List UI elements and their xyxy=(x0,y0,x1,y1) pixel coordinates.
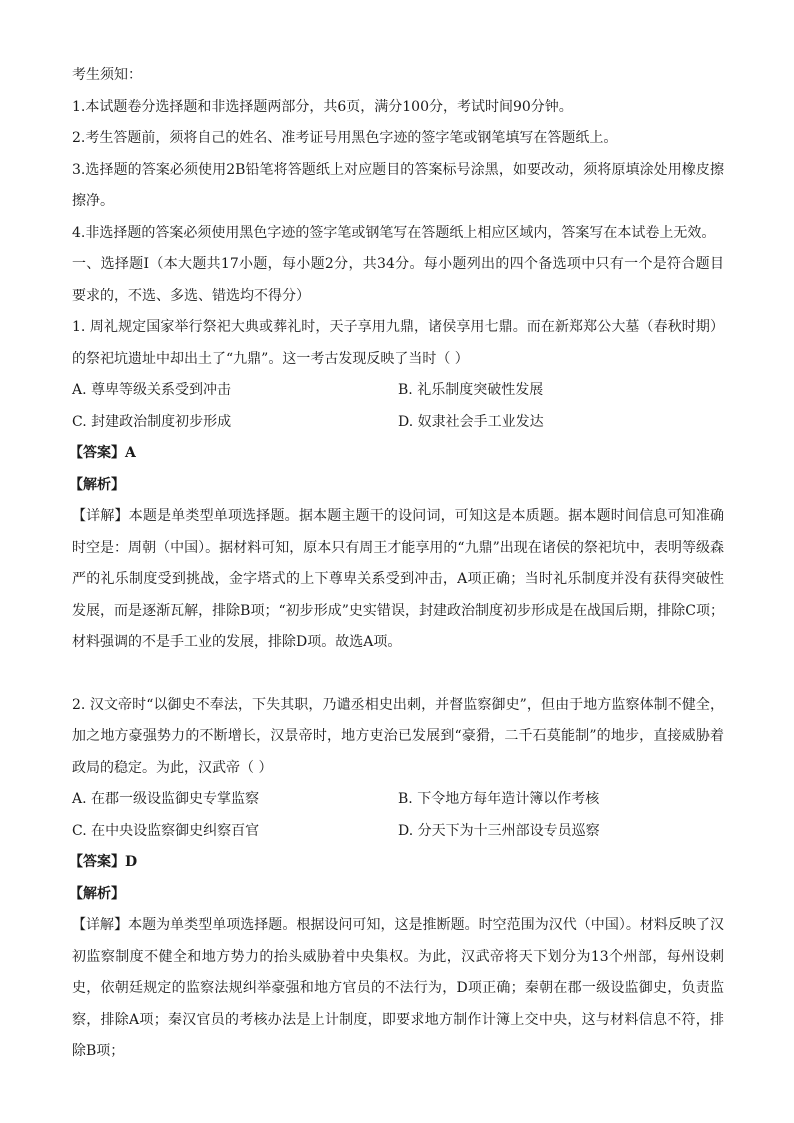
question-1-options-row-1 xyxy=(72,375,724,407)
question-2-answer: 【答案】D xyxy=(69,854,138,870)
question-1-answer: 【答案】A xyxy=(69,445,136,461)
question-2-analysis-label: 【解析】 xyxy=(69,885,125,902)
question-1-analysis-label: 【解析】 xyxy=(69,476,125,493)
notice-item-2: 2.考生答题前，须将自己的姓名、准考证号用黑色字迹的签字笔或钢笔填写在答题纸上。 xyxy=(72,130,618,146)
question-1-stem: 1. 周礼规定国家举行祭祀大典或葬礼时，天子享用九鼎，诸侯享用七鼎。而在新郑郑公大墓（春秋时期）的祭祀坑遗址中却出土了“九鼎”。这一考古发现反映了当时（ ） xyxy=(72,319,724,367)
question-1-option-d: D. 奴隶社会手工业发达 xyxy=(398,413,544,430)
question-1-detail: 【详解】本题是单类型单项选择题。据本题主题干的设问词，可知这是本质题。据本题时间信息可知准确时空是：周朝（中国）。据材料可知，原本只有周王才能享用的“九鼎”出现在诸侯的祭祀坑中，表明等级森严的礼乐制度受到挑战，金字塔式的上下尊卑关系受到冲击，A项正确；当时礼乐制度并没有获得突破性发展，而是逐渐瓦解，排除B项；“初步形成”史实错误，封建政治制度初步形成是在战国后期，排除C项；材料强调的不是手工业的发展，排除D项。故选A项。 xyxy=(72,508,724,650)
section-heading: 一、选择题Ⅰ（本大题共17小题，每小题2分，共34分。每小题列出的四个备选项中只有一个是符合题目要求的，不选、多选、错选均不得分） xyxy=(72,256,724,304)
question-1-option-c: C. 封建政治制度初步形成 xyxy=(72,413,232,430)
question-2-options-row-2 xyxy=(72,816,724,848)
notice-title: 考生须知： xyxy=(72,67,142,83)
question-2-option-d: D. 分天下为十三州部设专员巡察 xyxy=(398,822,600,839)
question-1-options-row-2 xyxy=(72,407,724,439)
question-separator xyxy=(72,659,724,690)
question-1-option-b: B. 礼乐制度突破性发展 xyxy=(398,382,544,398)
question-2-detail: 【详解】本题为单类型单项选择题。根据设问可知，这是推断题。时空范围为汉代（中国）。材料反映了汉初监察制度不健全和地方势力的抬头威胁着中央集权。为此，汉武帝将天下划分为13个州部，每州设刺史，依朝廷规定的监察法规纠举豪强和地方官员的不法行为，D项正确；秦朝在郡一级设监御史，负责监察，排除A项；秦汉官员的考核办法是上计制度，即要求地方制作计簿上交中央，这与材料信息不符，排除B项； xyxy=(72,917,724,1059)
question-2-stem: 2. 汉文帝时“以御史不奉法，下失其职，乃谴丞相史出刺，并督监察御史”，但由于地方监察体制不健全，加之地方豪强势力的不断增长，汉景帝时，地方吏治已发展到“豪猾，二千石莫能制”的地步，直接威胁着政局的稳定。为此，汉武帝（ ） xyxy=(72,696,724,776)
document-page xyxy=(69,60,724,1068)
notice-item-3: 3.选择题的答案必须使用2B铅笔将答题纸上对应题目的答案标号涂黑，如要改动，须将原填涂处用橡皮擦擦净。 xyxy=(72,161,724,209)
notice-item-4: 4.非选择题的答案必须使用黑色字迹的签字笔或钢笔写在答题纸上相应区域内，答案写在本试卷上无效。 xyxy=(72,224,716,241)
question-2-option-c: C. 在中央设监察御史纠察百官 xyxy=(72,822,260,839)
question-2-options-row-1 xyxy=(72,784,724,816)
question-2-option-a: A. 在郡一级设监御史专掌监察 xyxy=(72,791,260,807)
notice-item-1: 1.本试题卷分选择题和非选择题两部分，共6页，满分100分，考试时间90分钟。 xyxy=(72,98,573,115)
question-1-option-a: A. 尊卑等级关系受到冲击 xyxy=(72,382,232,398)
question-2-option-b: B. 下令地方每年造计簿以作考核 xyxy=(398,791,600,807)
